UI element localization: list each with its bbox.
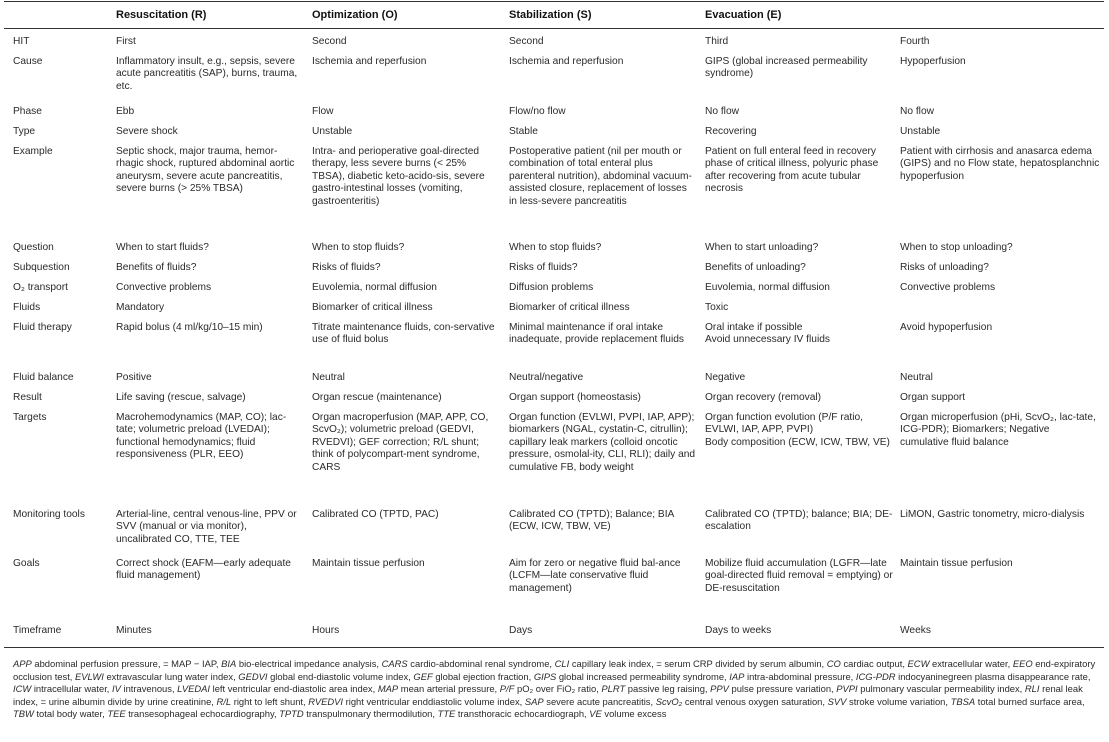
footnote-definition: severe acute pancreatitis,: [546, 695, 654, 707]
table-cell: Diffusion problems: [509, 282, 594, 293]
footnote-definition: indocyaninegreen plasma disappearance rate,: [898, 670, 1091, 682]
footnote-abbreviation: TBSA: [950, 695, 976, 707]
footnote-abbreviation: ECW: [907, 658, 930, 669]
table-cell: Organ function evolution (P/F ratio, EVLWI, IAP, APP, PVPI) Body composition (ECW, ICW, TBW, VE): [705, 412, 890, 448]
table-cell: Second: [509, 36, 544, 47]
footnote-entry: [438, 708, 587, 719]
row-label: Question: [13, 242, 54, 253]
table-cell: Benefits of fluids?: [116, 262, 197, 273]
table-cell: Euvolemia, normal diffusion: [312, 282, 437, 293]
table-cell: Euvolemia, normal diffusion: [705, 282, 830, 293]
table-cell: Benefits of unloading?: [705, 262, 806, 273]
footnote-definition: pulmonary vascular permeability index,: [860, 683, 1023, 695]
table-cell: GIPS (global increased permeability syndrome): [705, 56, 868, 80]
table-cell: Toxic: [705, 302, 729, 313]
table-cell: Avoid hypoperfusion: [900, 322, 993, 333]
table-cell: Rapid bolus (4 ml/kg/10–15 min): [116, 322, 263, 333]
footnote-entry: [525, 696, 653, 707]
table-cell: When to stop fluids?: [312, 242, 405, 253]
footnote-definition: extracellular water,: [932, 658, 1011, 669]
footnote-definition: central venous oxygen saturation,: [684, 695, 826, 707]
bottom-rule: [4, 647, 1104, 648]
table-cell: Biomarker of critical illness: [509, 302, 630, 313]
footnote-abbreviation: ICW: [13, 683, 32, 695]
row-label: Result: [13, 392, 42, 403]
table-cell: Days: [509, 625, 533, 636]
table-cell: Life saving (rescue, salvage): [116, 392, 246, 403]
table-cell: Neutral: [900, 372, 933, 383]
footnote-entry: [238, 671, 411, 682]
table-cell: Organ function (EVLWI, PVPI, IAP, APP); biomarkers (NGAL, cystatin-C, citrullin); capillary leak markers (colloid oncotic pressure, osmolal-ity, CLI, RLI); daily and cumulative FB, body weight: [509, 412, 696, 473]
table-cell: Risks of fluids?: [312, 262, 381, 273]
footnote-entry: [112, 683, 175, 694]
row-label: Example: [13, 146, 53, 157]
footnote-abbreviation: BIA: [221, 658, 237, 669]
row-label: Timeframe: [13, 625, 62, 636]
table-cell: Second: [312, 36, 347, 47]
table-cell: Arterial-line, central venous-line, PPV or SVV (manual or via monitor), uncalibrated CO, TTE, TEE: [116, 509, 297, 545]
table-cell: Calibrated CO (TPTD); balance; BIA; DE-escalation: [705, 509, 893, 533]
table-cell: Maintain tissue perfusion: [900, 558, 1013, 569]
table-cell: First: [116, 36, 136, 47]
table-cell: When to stop unloading?: [900, 242, 1013, 253]
table-cell: Macrohemodynamics (MAP, CO); lac-tate; volumetric preload (LVEDAI); functional hemodynamics; fluid responsiveness (PLR, EEO): [116, 412, 287, 461]
footnote-entry: [729, 671, 853, 682]
footnote-definition: capillary leak index, = serum CRP divided by serum albumin,: [571, 658, 825, 669]
footnote-abbreviation: CLI: [554, 658, 570, 669]
table-cell: Minimal maintenance if oral intake inadequate, provide replacement fluids: [509, 322, 684, 346]
footnote-abbreviation: GEF: [413, 670, 433, 682]
table-cell: Biomarker of critical illness: [312, 302, 433, 313]
footnote-definition: bio-electrical impedance analysis,: [238, 658, 380, 669]
footnote-entry: [589, 708, 666, 719]
footnote-entry: [500, 683, 599, 694]
footnote-definition: mean arterial pressure,: [400, 683, 498, 695]
row-label: Phase: [13, 106, 42, 117]
row-label: Fluids: [13, 302, 41, 313]
footnote-definition: right ventricular enddiastolic volume index,: [345, 695, 523, 707]
footnote-abbreviation: CO: [826, 658, 841, 669]
footnote-definition: right to left shunt,: [233, 695, 306, 707]
footnote-entry: [951, 696, 1085, 707]
footnote-abbreviation: P/F: [499, 683, 515, 695]
row-label: Goals: [13, 558, 40, 569]
footnote-entry: [555, 658, 825, 669]
row-label: Type: [13, 126, 36, 137]
table-cell: Positive: [116, 372, 152, 383]
table-cell: Convective problems: [116, 282, 212, 293]
table-cell: Organ rescue (maintenance): [312, 392, 442, 403]
footnote-entry: [13, 658, 219, 669]
table-cell: Hypoperfusion: [900, 56, 966, 67]
footnote-entry: [828, 696, 948, 707]
footnote-abbreviation: TBW: [13, 708, 34, 720]
table-cell: Severe shock: [116, 126, 178, 137]
header-rule: [4, 28, 1104, 29]
footnote-definition: extravascular lung water index,: [106, 670, 236, 682]
footnote-abbreviation: PVPI: [836, 683, 858, 695]
table-cell: Neutral: [312, 372, 345, 383]
footnote-definition: global ejection fraction,: [435, 670, 532, 682]
footnote-entry: [827, 658, 905, 669]
table-cell: LiMON, Gastric tonometry, micro-dialysis: [900, 509, 1085, 520]
row-label: Monitoring tools: [13, 509, 85, 520]
footnote-definition: transesophageal echocardiography,: [128, 708, 277, 720]
row-label: O₂ transport: [13, 282, 68, 293]
footnote-entry: [107, 708, 276, 719]
table-cell: Neutral/negative: [509, 372, 584, 383]
footnote-definition: renal leak index, = urine albumin divide by urine creatinine,: [13, 683, 1083, 707]
footnote-definition: stroke volume variation,: [849, 695, 949, 707]
footnote-abbreviation: VE: [589, 708, 602, 720]
table-cell: Organ recovery (removal): [705, 392, 822, 403]
footnote-abbreviation: GEDVI: [238, 670, 268, 682]
table-cell: Titrate maintenance fluids, con-servative use of fluid bolus: [312, 322, 495, 346]
table-cell: Recovering: [705, 126, 757, 137]
footnote-entry: [308, 696, 522, 707]
footnote-entry: [908, 658, 1011, 669]
footnote-abbreviation: IV: [112, 683, 121, 695]
header-evacuation: Evacuation (E): [705, 9, 782, 21]
row-label: Fluid therapy: [13, 322, 72, 333]
table-cell: Stable: [509, 126, 538, 137]
footnote-abbreviation: GIPS: [533, 670, 557, 682]
table-cell: When to start unloading?: [705, 242, 819, 253]
table-cell: Flow/no flow: [509, 106, 566, 117]
table-cell: Calibrated CO (TPTD, PAC): [312, 509, 439, 520]
footnote-entry: [656, 696, 825, 707]
table-cell: Oral intake if possible Avoid unnecessary IV fluids: [705, 322, 830, 346]
table-cell: Organ support (homeostasis): [509, 392, 641, 403]
footnote-abbreviation: ScvO₂: [655, 695, 683, 707]
footnote-entry: [75, 671, 236, 682]
table-cell: Convective problems: [900, 282, 996, 293]
table-cell: Third: [705, 36, 729, 47]
footnote-definition: transthoracic echocardiograph,: [457, 708, 587, 720]
footnote-definition: transpulmonary thermodilution,: [306, 708, 435, 720]
table-cell: No flow: [705, 106, 739, 117]
table-cell: Organ macroperfusion (MAP, APP, CO, ScvO₂); volumetric preload (GEDVI, RVEDVI); GEF correction; R/L shunt; think of polycompart-ment syndrome, CARS: [312, 412, 489, 473]
header-optimization: Optimization (O): [312, 9, 398, 21]
table-cell: Organ support: [900, 392, 966, 403]
table-cell: Weeks: [900, 625, 931, 636]
footnote-entry: [534, 671, 727, 682]
table-cell: When to stop fluids?: [509, 242, 602, 253]
table-cell: Aim for zero or negative fluid bal-ance (LCFM—late conservative fluid management): [509, 558, 681, 594]
top-rule: [4, 1, 1104, 2]
footnote-abbreviation: EEO: [1012, 658, 1033, 669]
footnote-entry: [13, 708, 105, 719]
footnote-definition: pulse pressure variation,: [731, 683, 834, 695]
fluid-phases-table: [4, 0, 1106, 742]
table-cell: Ebb: [116, 106, 135, 117]
table-cell: Hours: [312, 625, 340, 636]
footnote-entry: [13, 683, 109, 694]
footnote-definition: total body water,: [36, 708, 105, 720]
footnote-entry: [177, 683, 375, 694]
footnote-abbreviation: ICG-PDR: [855, 670, 896, 682]
footnote-definition: global end-diastolic volume index,: [270, 670, 411, 682]
footnote-definition: intravenous,: [123, 683, 175, 695]
footnote-definition: left ventricular end-diastolic area index,: [212, 683, 376, 695]
table-cell: Ischemia and reperfusion: [509, 56, 624, 67]
footnote-definition: volume excess: [604, 708, 667, 720]
table-cell: Risks of fluids?: [509, 262, 578, 273]
footnote-abbreviation: TTE: [437, 708, 456, 720]
footnote-abbreviation: SAP: [524, 695, 544, 707]
footnote-entry: [279, 708, 435, 719]
footnote-definition: intracellular water,: [33, 683, 110, 695]
table-cell: Maintain tissue perfusion: [312, 558, 425, 569]
footnote-definition: cardio-abdominal renal syndrome,: [410, 658, 553, 669]
header-resuscitation: Resuscitation (R): [116, 9, 207, 21]
table-cell: Patient on full enteral feed in recovery phase of critical illness, polyuric phase after recovering from acute tubular necrosis: [705, 146, 879, 195]
table-cell: Fourth: [900, 36, 930, 47]
table-cell: Risks of unloading?: [900, 262, 989, 273]
footnote-entry: [601, 683, 707, 694]
table-cell: Postoperative patient (nil per mouth or combination of total enteral plus parenteral nutrition), abdominal vacuum-assisted closure, replacement of losses in less-severe pancreatitis: [509, 146, 692, 207]
footnote-abbreviation: RLI: [1024, 683, 1040, 695]
footnote-definition: pO₂ over FiO₂ ratio,: [516, 683, 599, 695]
row-label: Cause: [13, 56, 43, 67]
footnote-definition: intra-abdominal pressure,: [746, 670, 854, 682]
row-label: Targets: [13, 412, 47, 423]
table-cell: Ischemia and reperfusion: [312, 56, 427, 67]
footnote-entry: [710, 683, 834, 694]
footnote-entry: [221, 658, 379, 669]
footnote-entry: [382, 658, 552, 669]
table-cell: Intra- and perioperative goal-directed therapy, less severe burns (< 25% TBSA), diabetic keto-acido-sis, severe gastro-intestinal losses (vomiting, gastroenteritis): [312, 146, 485, 207]
footnote-abbreviation: EVLWI: [75, 670, 104, 682]
footnote-abbreviation: IAP: [729, 670, 745, 682]
footnote-entry: [217, 696, 306, 707]
table-cell: Negative: [705, 372, 746, 383]
table-cell: Inflammatory insult, e.g., sepsis, severe acute pancreatitis (SAP), burns, trauma, etc.: [116, 56, 298, 92]
footnote-abbreviation: PLRT: [601, 683, 626, 695]
footnote-abbreviation: LVEDAI: [177, 683, 211, 695]
table-cell: Correct shock (EAFM—early adequate fluid management): [116, 558, 291, 582]
table-cell: Unstable: [900, 126, 941, 137]
table-cell: Unstable: [312, 126, 353, 137]
row-label: Fluid balance: [13, 372, 74, 383]
table-cell: Days to weeks: [705, 625, 772, 636]
table-cell: No flow: [900, 106, 934, 117]
footnote-abbreviation: TEE: [107, 708, 126, 720]
footnote-definition: global increased permeability syndrome,: [558, 670, 727, 682]
footnote-abbreviation: MAP: [377, 683, 399, 695]
header-stabilization: Stabilization (S): [509, 9, 592, 21]
table-cell: Mobilize fluid accumulation (LGFR—late goal-directed fluid removal = emptying) or DE-resuscitation: [705, 558, 893, 594]
row-label: Subquestion: [13, 262, 70, 273]
table-cell: Patient with cirrhosis and anasarca edema (GIPS) and no Flow state, hepatosplanchnic hypoperfusion: [900, 146, 1100, 182]
table-cell: When to start fluids?: [116, 242, 209, 253]
footnote-entry: [836, 683, 1022, 694]
footnote-entry: [856, 671, 1091, 682]
table-cell: Flow: [312, 106, 334, 117]
footnote-entry: [413, 671, 531, 682]
table-cell: Minutes: [116, 625, 152, 636]
footnote-abbreviation: TPTD: [279, 708, 304, 720]
footnote-abbreviation: CARS: [381, 658, 408, 669]
table-cell: Mandatory: [116, 302, 165, 313]
table-cell: Septic shock, major trauma, hemor-rhagic shock, ruptured abdominal aortic aneurysm, severe acute pancreatitis, severe burns (> 25% TBSA): [116, 146, 295, 195]
footnote-entry: [378, 683, 497, 694]
row-label: HIT: [13, 36, 30, 47]
footnote-abbreviation: SVV: [827, 695, 847, 707]
footnote-abbreviation: APP: [13, 658, 32, 669]
footnote-abbreviation: R/L: [216, 695, 232, 707]
footnote-definition: cardiac output,: [843, 658, 905, 669]
footnote-abbreviation: PPV: [710, 683, 729, 695]
table-cell: Calibrated CO (TPTD); Balance; BIA (ECW, ICW, TBW, VE): [509, 509, 674, 533]
footnote-abbreviation: RVEDVI: [308, 695, 343, 707]
abbreviations-footnote: [13, 658, 1103, 721]
table-cell: Organ microperfusion (pHi, ScvO₂, lac-tate, ICG-PDR); Biomarkers; Negative cumulative fluid balance: [900, 412, 1096, 448]
footnote-definition: total burned surface area,: [977, 695, 1085, 707]
footnote-definition: passive leg raising,: [627, 683, 708, 695]
footnote-definition: abdominal perfusion pressure, = MAP − IAP,: [34, 658, 219, 669]
footnote-definition: end-expiratory occlusion test,: [13, 658, 1096, 682]
